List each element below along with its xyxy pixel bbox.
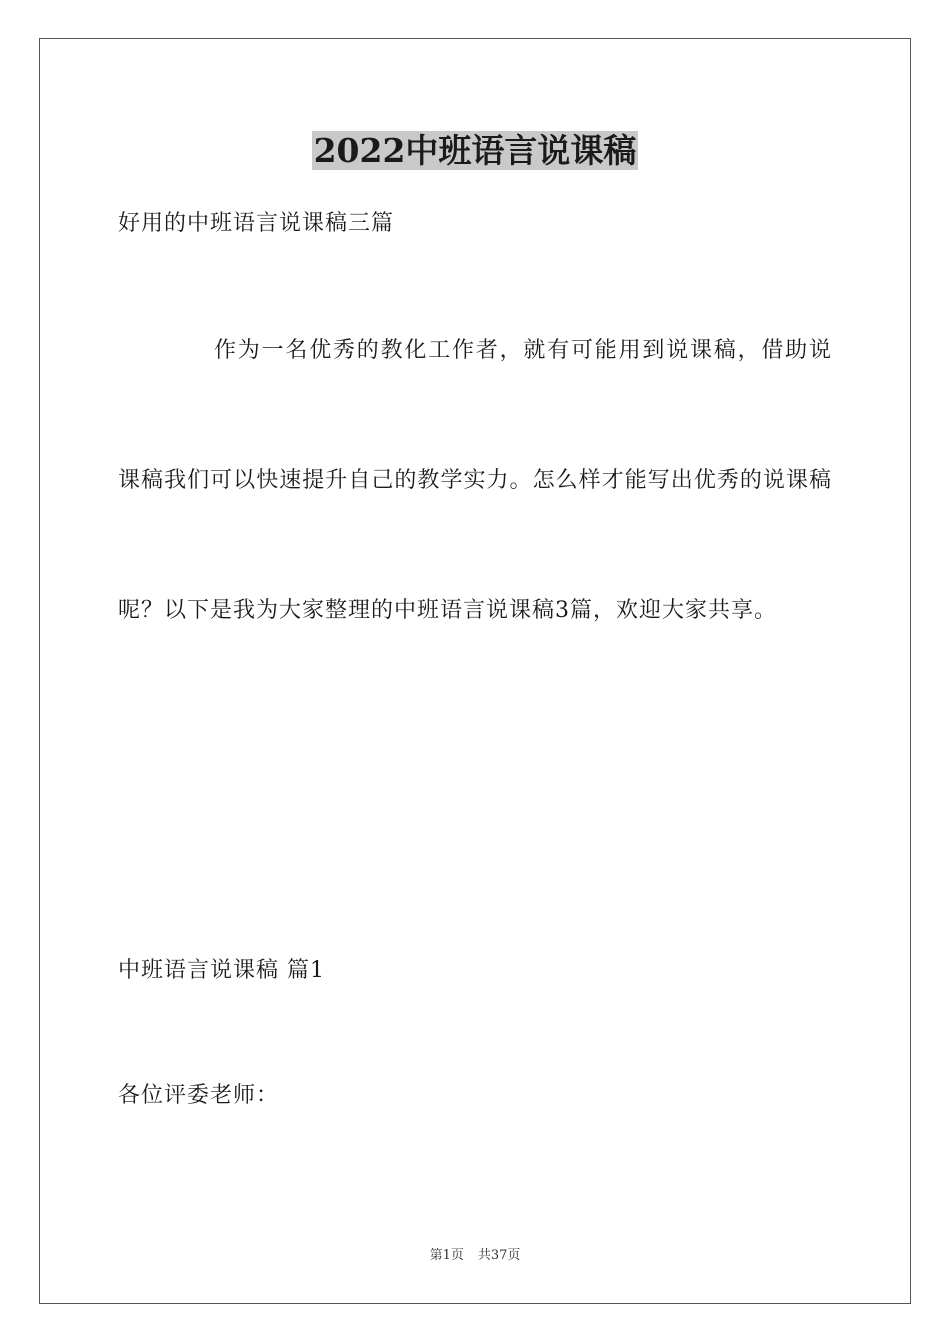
page-number: 第1页 [429,1248,464,1263]
salutation: 各位评委老师： [118,1083,280,1108]
section-heading: 中班语言说课稿 篇1 [118,958,325,983]
document-title-text: 2022中班语言说课稿 [313,131,637,170]
document-subtitle: 好用的中班语言说课稿三篇 [118,211,395,236]
document-title [0,128,950,174]
intro-paragraph: 作为一名优秀的教化工作者，就有可能用到说课稿，借助说课稿我们可以快速提升自己的教学实力。怎么样才能写出优秀的说课稿呢？以下是我为大家整理的中班语言说课稿3篇，欢迎大家共享。 [118,338,832,623]
page-total: 共37页 [477,1248,521,1263]
page-footer [0,1247,950,1265]
